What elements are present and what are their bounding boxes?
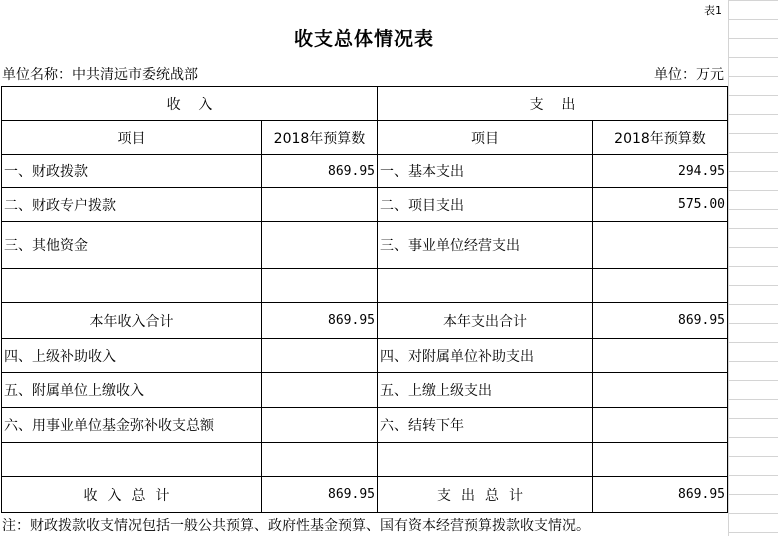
page-title: 收支总体情况表 bbox=[293, 28, 434, 50]
column-header-row bbox=[2, 121, 728, 155]
currency-unit-label: 单位：万元 bbox=[654, 67, 724, 83]
expense-value-cell bbox=[593, 373, 728, 408]
income-item-cell: 六、用事业单位基金弥补收支总额 bbox=[2, 408, 262, 443]
expense-item-cell: 二、项目支出 bbox=[378, 188, 593, 222]
table-row bbox=[2, 443, 728, 477]
expense-item-cell: 四、对附属单位补助支出 bbox=[378, 339, 593, 373]
table-row bbox=[2, 408, 728, 443]
expense-value-cell bbox=[593, 443, 728, 477]
income-value-cell bbox=[262, 222, 378, 269]
table-row bbox=[2, 373, 728, 408]
income-item-cell bbox=[2, 269, 262, 303]
table-row bbox=[2, 477, 728, 513]
expense-value-cell: 575.00 bbox=[593, 188, 728, 222]
section-header-row bbox=[2, 87, 728, 121]
expense-item-header: 项目 bbox=[378, 121, 593, 155]
income-item-cell: 四、上级补助收入 bbox=[2, 339, 262, 373]
income-value-cell bbox=[262, 269, 378, 303]
expense-item-cell: 六、结转下年 bbox=[378, 408, 593, 443]
expense-item-cell: 一、基本支出 bbox=[378, 155, 593, 188]
income-budget-header: 2018年预算数 bbox=[262, 121, 378, 155]
expense-total-value: 869.95 bbox=[593, 477, 728, 513]
expense-value-cell: 294.95 bbox=[593, 155, 728, 188]
table-row bbox=[2, 269, 728, 303]
income-item-cell: 二、财政专户拨款 bbox=[2, 188, 262, 222]
income-value-cell: 869.95 bbox=[262, 155, 378, 188]
expense-budget-header: 2018年预算数 bbox=[593, 121, 728, 155]
budget-table bbox=[1, 86, 728, 513]
expense-total-label: 支出总计 bbox=[378, 477, 593, 513]
expense-subtotal-value: 869.95 bbox=[593, 303, 728, 339]
income-total-label: 收入总计 bbox=[2, 477, 262, 513]
expense-item-cell: 五、上缴上级支出 bbox=[378, 373, 593, 408]
table-row bbox=[2, 303, 728, 339]
footnote: 注：财政拨款收支情况包括一般公共预算、政府性基金预算、国有资本经营预算拨款收支情况。 bbox=[2, 518, 590, 534]
income-value-cell bbox=[262, 373, 378, 408]
expense-value-cell bbox=[593, 408, 728, 443]
table-row bbox=[2, 222, 728, 269]
income-section-header: 收 入 bbox=[2, 87, 378, 121]
income-value-cell bbox=[262, 408, 378, 443]
expense-value-cell bbox=[593, 222, 728, 269]
spreadsheet-gutter bbox=[728, 0, 778, 536]
income-total-value: 869.95 bbox=[262, 477, 378, 513]
table-row bbox=[2, 339, 728, 373]
income-item-cell bbox=[2, 443, 262, 477]
expense-value-cell bbox=[593, 269, 728, 303]
expense-item-cell bbox=[378, 443, 593, 477]
table-row bbox=[2, 155, 728, 188]
income-subtotal-label: 本年收入合计 bbox=[2, 303, 262, 339]
table-row bbox=[2, 188, 728, 222]
income-item-header: 项目 bbox=[2, 121, 262, 155]
income-value-cell bbox=[262, 339, 378, 373]
expense-item-cell bbox=[378, 269, 593, 303]
expense-subtotal-label: 本年支出合计 bbox=[378, 303, 593, 339]
expense-value-cell bbox=[593, 339, 728, 373]
unit-name-label: 单位名称：中共清远市委统战部 bbox=[2, 67, 198, 83]
income-item-cell: 五、附属单位上缴收入 bbox=[2, 373, 262, 408]
income-value-cell bbox=[262, 188, 378, 222]
income-subtotal-value: 869.95 bbox=[262, 303, 378, 339]
income-value-cell bbox=[262, 443, 378, 477]
income-item-cell: 一、财政拨款 bbox=[2, 155, 262, 188]
sheet-label: 表1 bbox=[704, 4, 722, 17]
expense-section-header: 支 出 bbox=[378, 87, 728, 121]
income-item-cell: 三、其他资金 bbox=[2, 222, 262, 269]
expense-item-cell: 三、事业单位经营支出 bbox=[378, 222, 593, 269]
